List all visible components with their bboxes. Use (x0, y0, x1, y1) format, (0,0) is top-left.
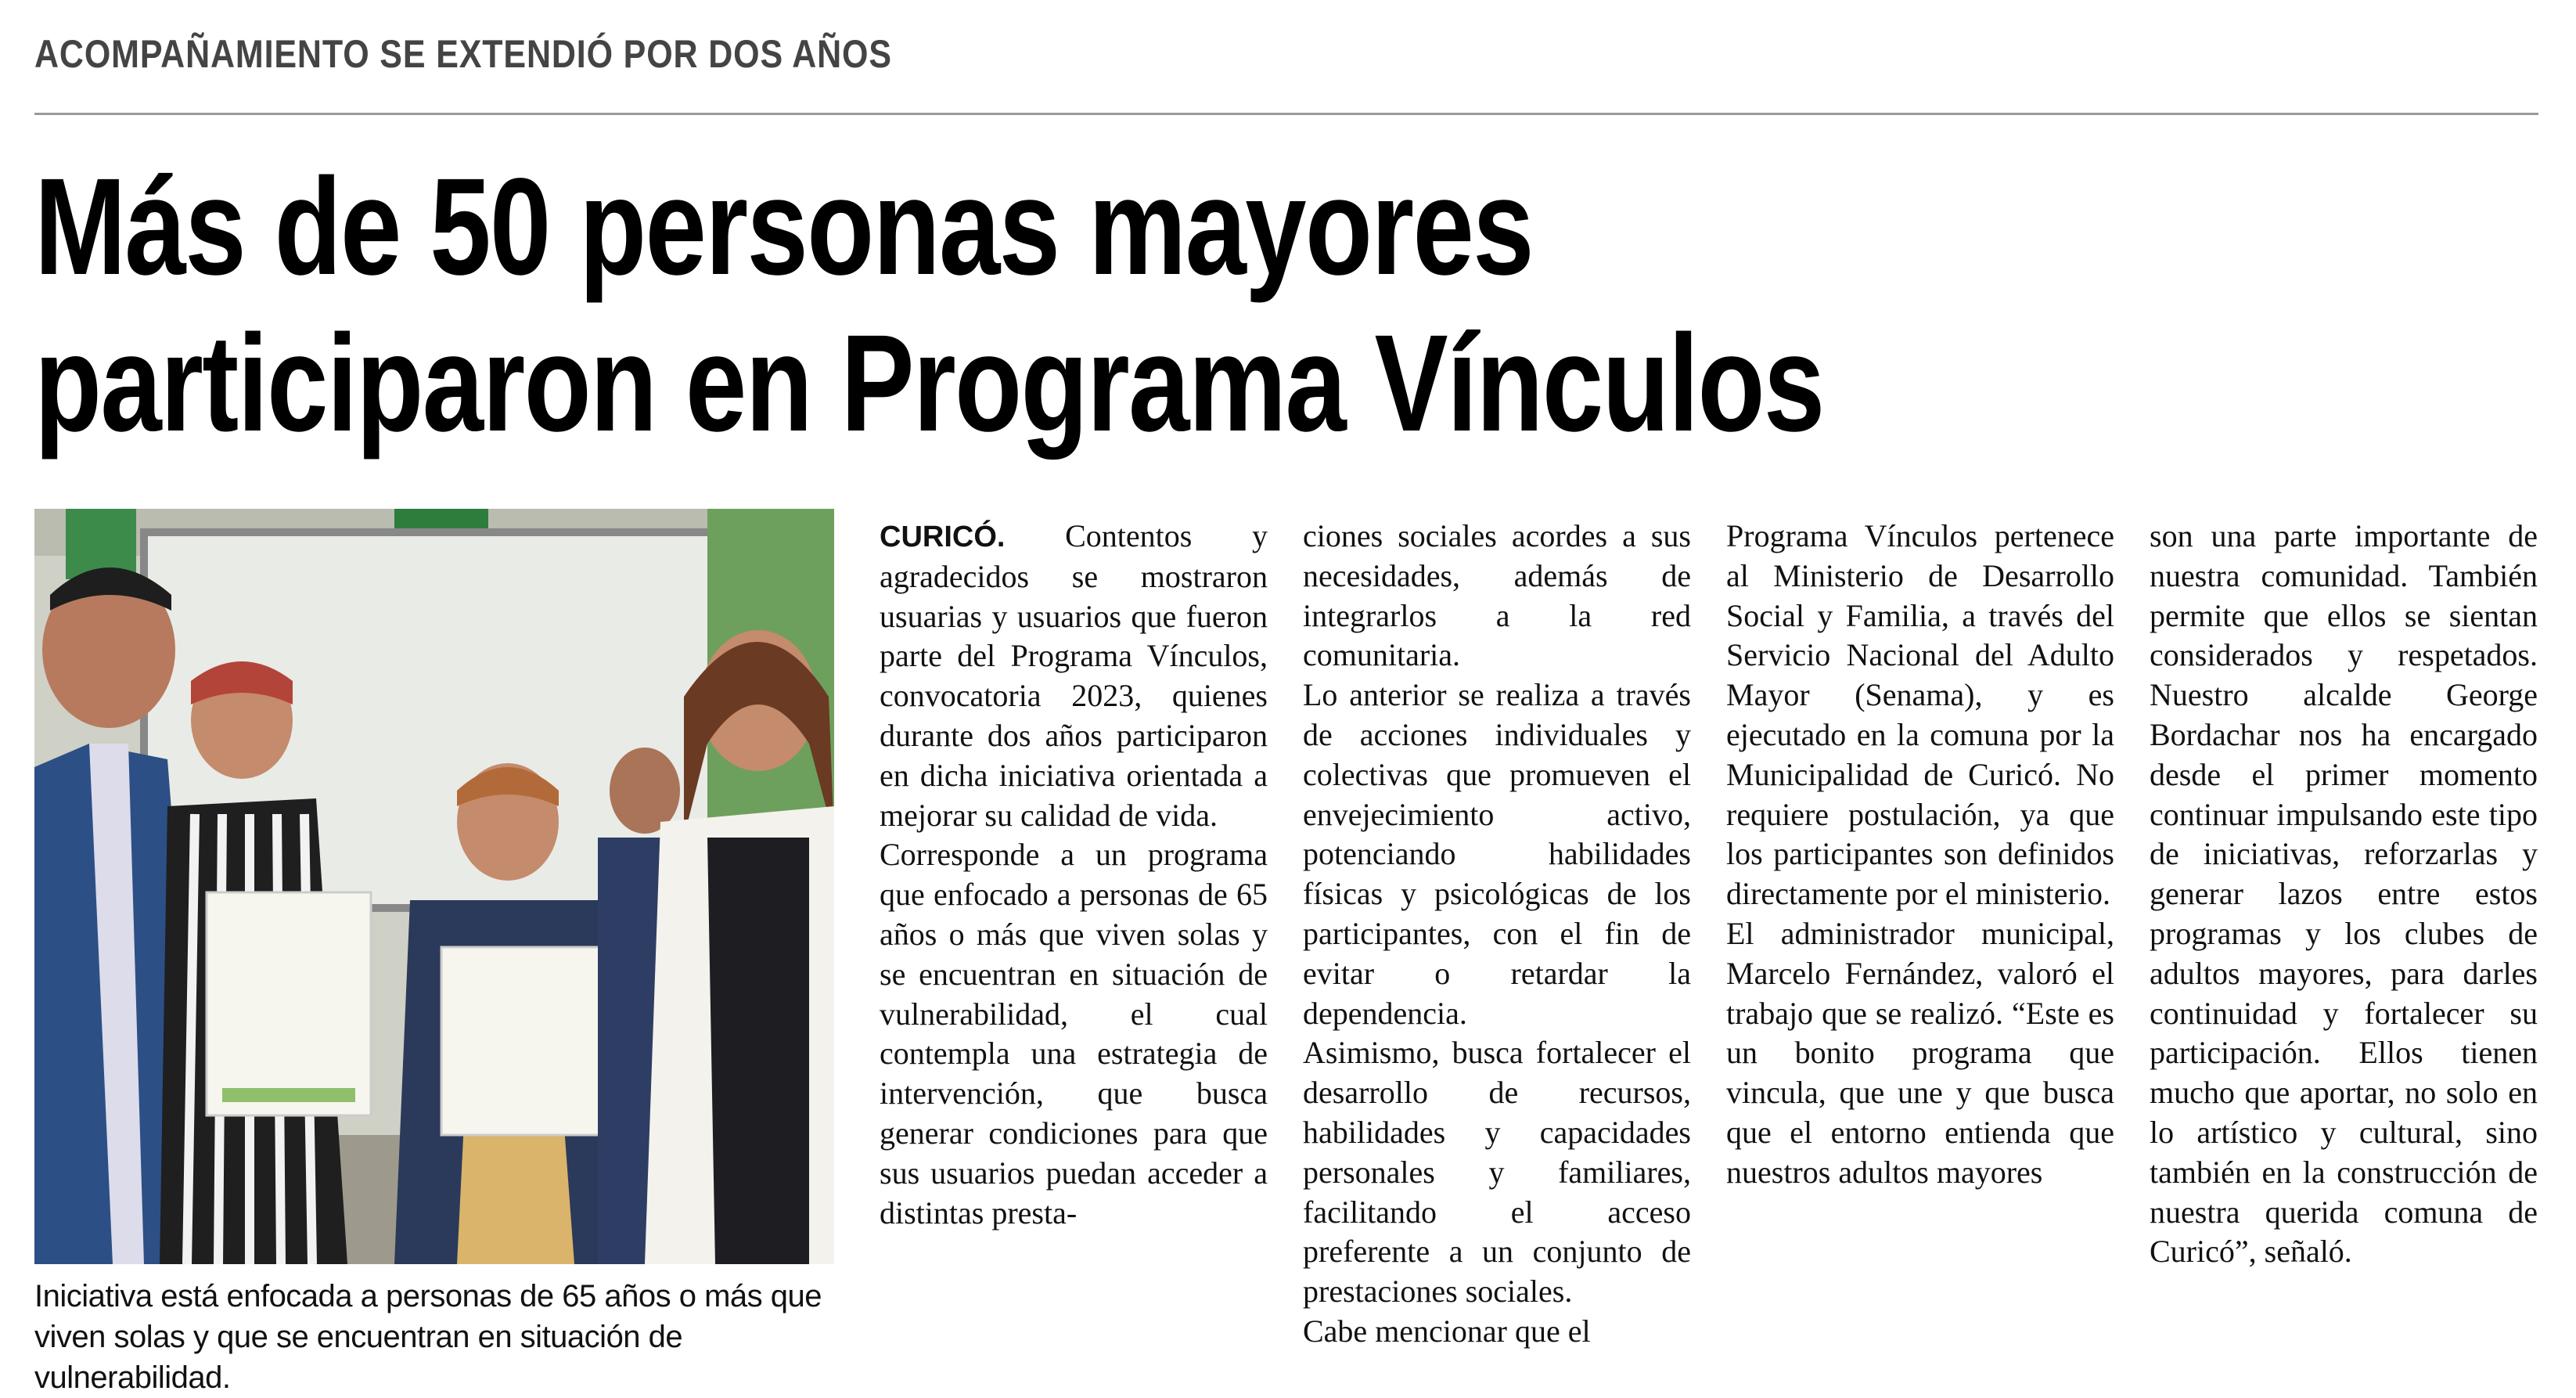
group-photo-illustration (34, 509, 834, 1264)
article-paragraph: Corresponde a un programa que enfocado a personas de 65 años o más que viven solas y se encuentran en situación de vulnerabilidad, el cual contempla una estrategia de intervención, que busca generar condiciones para que sus usuarios puedan acceder a distintas presta- (880, 837, 1268, 1230)
article-paragraph: Programa Vínculos pertenece al Ministerio de Desarrollo Social y Familia, a través del Servicio Nacional del Adulto Mayor (Senama), y es ejecutado en la comuna por la Municipalidad de Curicó. No requiere postulación, ya que los participantes son definidos directamente por el ministerio. (1726, 518, 2114, 912)
section-kicker: ACOMPAÑAMIENTO SE EXTENDIÓ POR DOS AÑOS (34, 32, 892, 76)
article-paragraph (880, 517, 1268, 835)
header-divider (34, 113, 2538, 115)
photo-caption: Iniciativa está enfocada a personas de 65 años o más que viven solas y que se encuentran en situación de vulnerabilidad. (34, 1279, 822, 1395)
article-photo (34, 509, 834, 1264)
article-paragraph: Lo anterior se realiza a través de acciones individuales y colectivas que promueven el envejecimiento activo, potenciando habilidades físicas y psicológicas de los participantes, con el fin de evitar o retardar la dependencia. (1303, 677, 1691, 1031)
headline-line-1: Más de 50 personas mayores (34, 150, 1533, 304)
article-paragraph: son una parte importante de nuestra comunidad. También permite que ellos se sientan considerados y respetados. Nuestro alcalde George Bordachar nos ha encargado desde el primer momento continuar impulsando este tipo de iniciativas, reforzarlas y generar lazos entre estos programas y los clubes de adultos mayores, para darles continuidad y fortalecer su participación. Ellos tienen mucho que aportar, no solo en lo artístico y cultural, sino también en la construcción de nuestra querida comuna de Curicó”, señaló. (2150, 518, 2538, 1270)
article-column-3 (1726, 517, 2114, 1193)
article-paragraph: ciones sociales acordes a sus necesidades, además de integrarlos a la red comunitaria. (1303, 518, 1691, 673)
dateline: CURICÓ. (880, 521, 1006, 553)
article-paragraph: Cabe mencionar que el (1303, 1313, 1591, 1349)
article-column-4 (2150, 517, 2538, 1272)
article-paragraph: Asimismo, busca fortalecer el desarrollo de recursos, habilidades y capacidades personales y familiares, facilitando el acceso preferente a un conjunto de prestaciones sociales. (1303, 1035, 1691, 1310)
headline (34, 149, 2460, 462)
headline-line-2: participaron en Programa Vínculos (34, 307, 1824, 460)
article-column-1 (880, 517, 1268, 1233)
paragraph-text: Contentos y agradecidos se mostraron usuarias y usuarios que fueron parte del Programa Vínculos, convocatoria 2023, quienes durante dos años participaron en dicha iniciativa orientada a mejorar su calidad de vida. (880, 518, 1268, 833)
article-paragraph: El administrador municipal, Marcelo Fernández, valoró el trabajo que se realizó. “Este es un bonito programa que vincula, que une y que busca que el entorno entienda que nuestros adultos mayores (1726, 915, 2114, 1190)
article-column-2 (1303, 517, 1691, 1352)
